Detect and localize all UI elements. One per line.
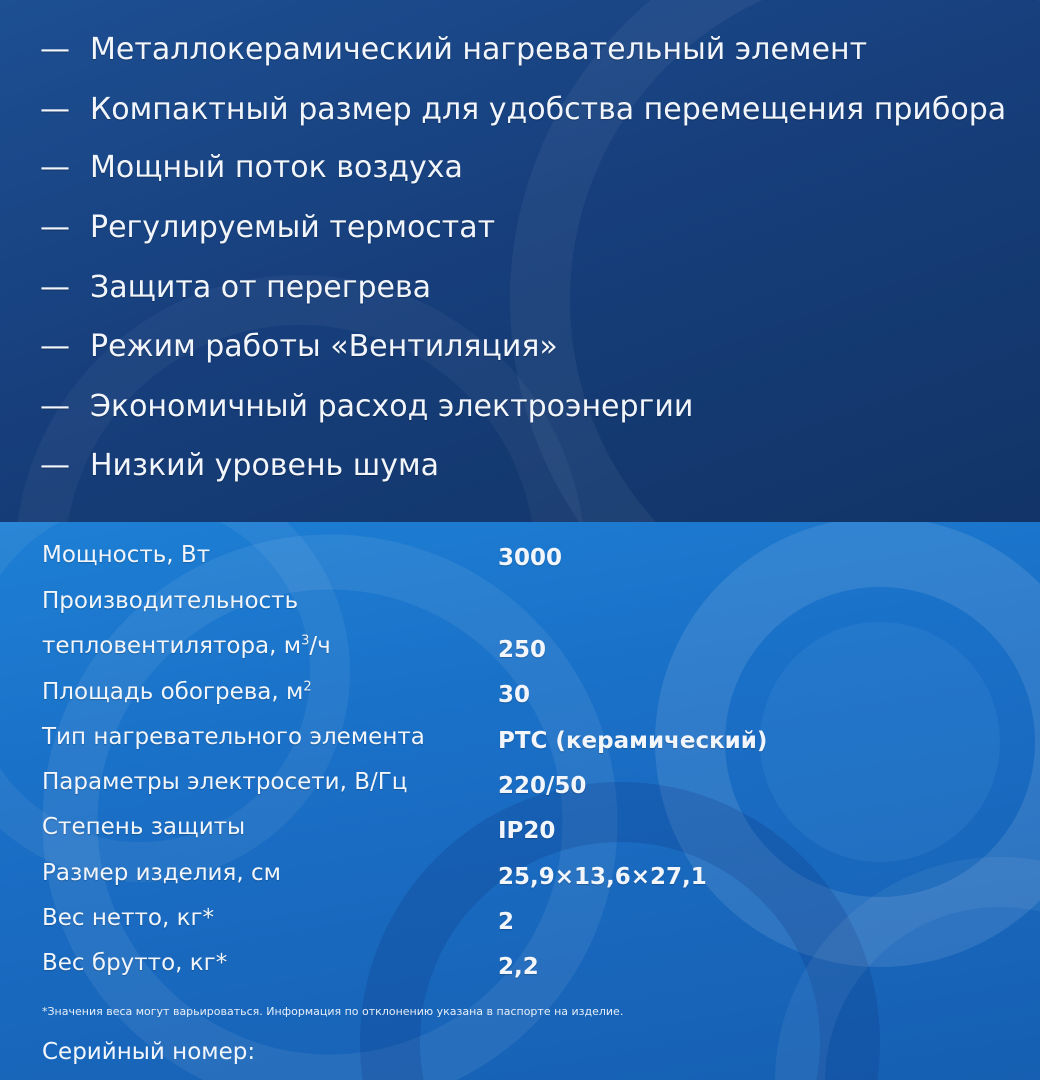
grid-label: Параметры электросети, В/Гц bbox=[42, 769, 408, 795]
list-item bbox=[40, 28, 1030, 72]
net-weight-value: 2 bbox=[498, 909, 515, 935]
protection-value: IP20 bbox=[498, 818, 556, 844]
dash-bullet: — bbox=[40, 210, 70, 245]
list-item bbox=[40, 385, 1030, 429]
capacity-label-unit: /ч bbox=[309, 633, 331, 659]
capacity-label-text: тепловентилятора, м bbox=[42, 633, 302, 659]
feature-text: Мощный поток воздуха bbox=[90, 150, 463, 185]
dash-bullet: — bbox=[40, 92, 70, 127]
size-value: 25,9×13,6×27,1 bbox=[498, 864, 707, 890]
feature-text: Компактный размер для удобства перемещения прибора bbox=[90, 92, 1007, 127]
capacity-value: 250 bbox=[498, 637, 547, 663]
protection-label: Степень защиты bbox=[42, 814, 246, 840]
list-item bbox=[40, 206, 1030, 250]
net-weight-label: Вес нетто, кг* bbox=[42, 905, 215, 931]
heater-label: Тип нагревательного элемента bbox=[42, 724, 425, 750]
dash-bullet: — bbox=[40, 329, 70, 364]
list-item bbox=[40, 444, 1030, 488]
area-label-text: Площадь обогрева, м bbox=[42, 679, 304, 705]
feature-text: Экономичный расход электроэнергии bbox=[90, 389, 694, 424]
gross-weight-value: 2,2 bbox=[498, 954, 539, 980]
list-item bbox=[40, 146, 1030, 190]
feature-text: Металлокерамический нагревательный элемент bbox=[90, 32, 868, 67]
size-label: Размер изделия, см bbox=[42, 860, 281, 886]
area-label-superscript: 2 bbox=[303, 679, 312, 695]
dash-bullet: — bbox=[40, 389, 70, 424]
dash-bullet: — bbox=[40, 32, 70, 67]
feature-text: Регулируемый термостат bbox=[90, 210, 496, 245]
feature-text: Защита от перегрева bbox=[90, 270, 432, 305]
capacity-label-line1: Производительность bbox=[42, 588, 299, 614]
feature-text: Низкий уровень шума bbox=[90, 448, 439, 483]
dash-bullet: — bbox=[40, 270, 70, 305]
list-item bbox=[40, 266, 1030, 310]
serial-number-label: Серийный номер: bbox=[42, 1039, 256, 1065]
dash-bullet: — bbox=[40, 448, 70, 483]
area-label bbox=[42, 676, 312, 708]
weight-footnote: *Значения веса могут варьироваться. Информация по отклонению указана в паспорте на изделие. bbox=[42, 1005, 624, 1018]
list-item bbox=[40, 325, 1030, 369]
list-item bbox=[40, 88, 1030, 132]
feature-text: Режим работы «Вентиляция» bbox=[90, 329, 558, 364]
gross-weight-label: Вес брутто, кг* bbox=[42, 950, 228, 976]
heater-value: PTC (керамический) bbox=[498, 728, 768, 754]
area-value: 30 bbox=[498, 682, 531, 708]
dash-bullet: — bbox=[40, 150, 70, 185]
capacity-label-line2 bbox=[42, 630, 331, 662]
grid-value: 220/50 bbox=[498, 773, 587, 799]
power-value: 3000 bbox=[498, 545, 563, 571]
capacity-label-superscript: 3 bbox=[301, 633, 310, 649]
power-label: Мощность, Вт bbox=[42, 542, 211, 568]
